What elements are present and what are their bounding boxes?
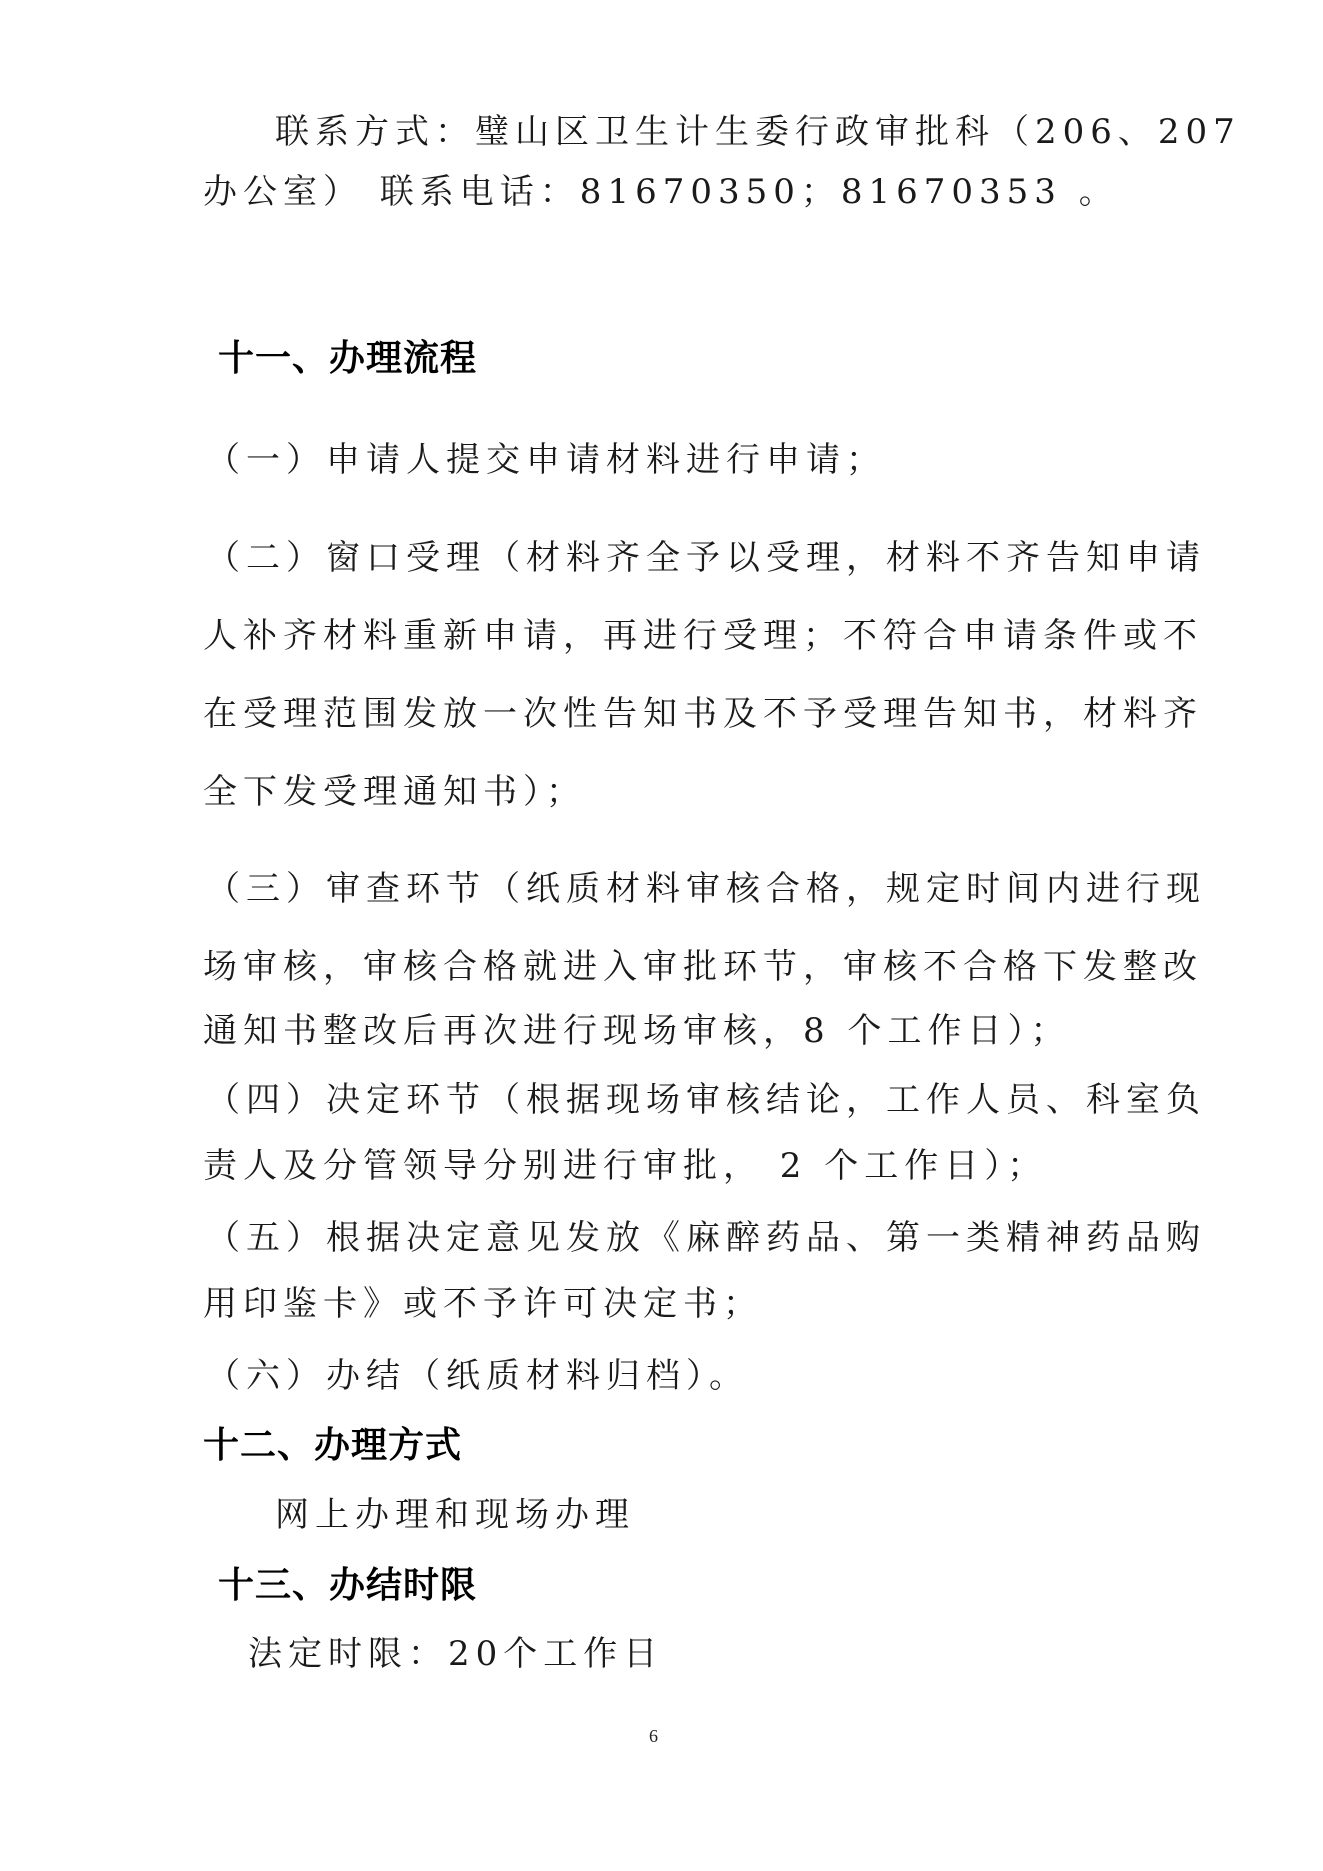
section-12-body: 网上办理和现场办理 bbox=[275, 1495, 635, 1535]
step-2-line-4: 全下发受理通知书）； bbox=[203, 772, 586, 812]
step-2-line-1: （二）窗口受理（材料齐全予以受理，材料不齐告知申请 bbox=[206, 538, 1206, 578]
page-number: 6 bbox=[649, 1726, 658, 1746]
step-6: （六）办结（纸质材料归档）。 bbox=[206, 1356, 749, 1396]
section-11-heading: 十一、办理流程 bbox=[218, 338, 478, 379]
step-5-line-2: 用印鉴卡》或不予许可决定书； bbox=[203, 1284, 763, 1324]
contact-line-2: 办公室） 联系电话：81670350；81670353 。 bbox=[203, 172, 1119, 212]
step-3-line-2: 场审核，审核合格就进入审批环节，审核不合格下发整改 bbox=[203, 947, 1203, 987]
step-3-line-1: （三）审查环节（纸质材料审核合格，规定时间内进行现 bbox=[206, 869, 1206, 909]
step-5-line-1: （五）根据决定意见发放《麻醉药品、第一类精神药品购 bbox=[206, 1218, 1206, 1258]
section-12-heading: 十二、办理方式 bbox=[203, 1425, 463, 1466]
step-1: （一）申请人提交申请材料进行申请； bbox=[206, 440, 886, 480]
section-13-body: 法定时限：20个工作日 bbox=[248, 1634, 664, 1674]
step-3-line-3: 通知书整改后再次进行现场审核，8 个工作日）； bbox=[203, 1011, 1071, 1051]
step-2-line-2: 人补齐材料重新申请，再进行受理；不符合申请条件或不 bbox=[203, 616, 1203, 656]
step-4-line-2: 责人及分管领导分别进行审批， 2 个工作日）； bbox=[203, 1146, 1048, 1186]
step-4-line-1: （四）决定环节（根据现场审核结论，工作人员、科室负 bbox=[206, 1080, 1206, 1120]
step-2-line-3: 在受理范围发放一次性告知书及不予受理告知书，材料齐 bbox=[203, 694, 1203, 734]
section-13-heading: 十三、办结时限 bbox=[218, 1565, 478, 1606]
contact-line-1: 联系方式：璧山区卫生计生委行政审批科（206、207 bbox=[275, 112, 1241, 152]
